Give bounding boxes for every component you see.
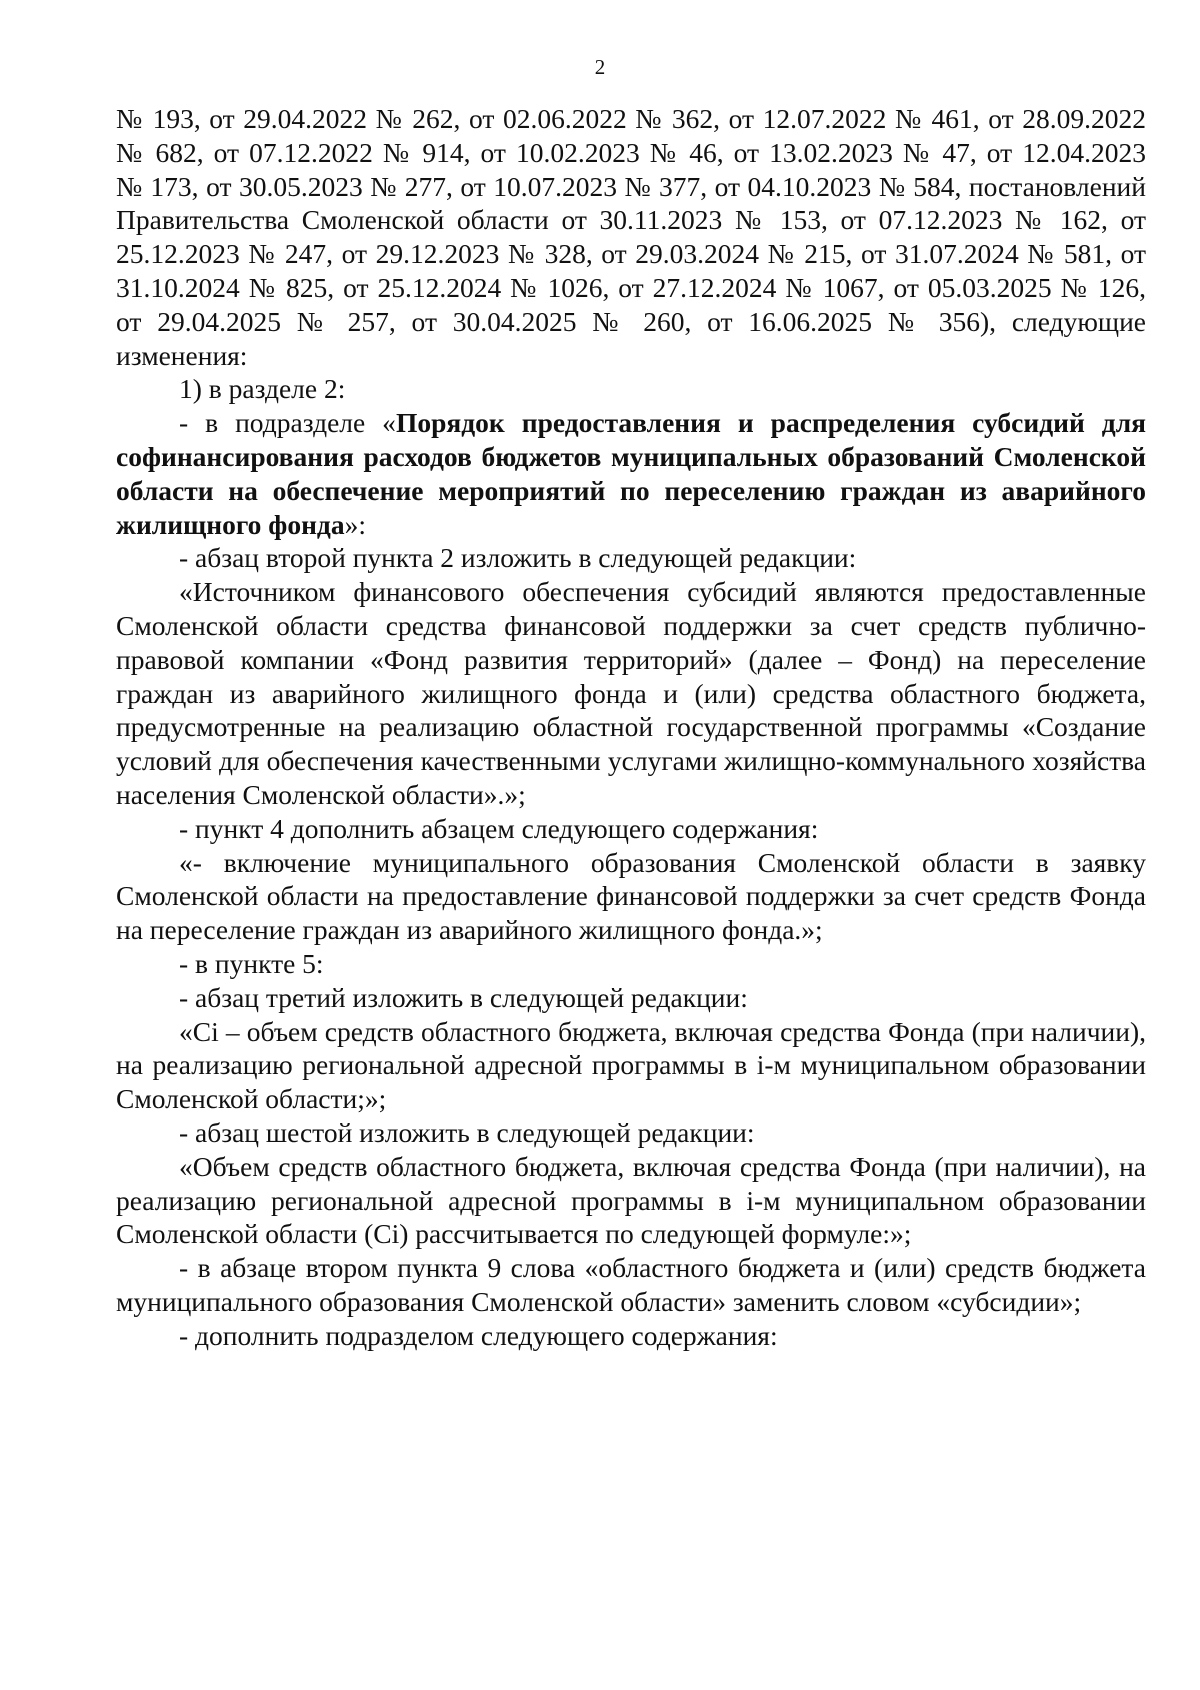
intro-line: от 29.04.2025 № 257, от 30.04.2025 № 260, от 16.06.2025 № 356), следующие [116,305,1146,337]
intro-line: Правительства Смоленской области от 30.11.2023 № 153, от 07.12.2023 № 162, от [116,204,1146,236]
intro-line: № 193, от 29.04.2022 № 262, от 02.06.2022 № 362, от 12.07.2022 № 461, от 28.09.2022 [116,103,1146,134]
document-body [116,102,1146,1352]
intro-line: № 682, от 07.12.2022 № 914, от 10.02.2023 № 46, от 13.02.2023 № 47, от 12.04.2023 [116,136,1146,168]
paragraph: - абзац второй пункта 2 изложить в следующей редакции: [179,542,857,574]
paragraph: - абзац шестой изложить в следующей редакции: [179,1116,755,1148]
intro-line: № 173, от 30.05.2023 № 277, от 10.07.2023 № 377, от 04.10.2023 № 584, постановлений [116,170,1146,202]
paragraph: «Объем средств областного бюджета, включая средства Фонда (при наличии), на реализацию региональной адресной программы в i-м муниципальном образовании Смоленской области (Ci) рассчитывается по следующей формуле:»; [116,1150,1146,1250]
paragraph: «Источником финансового обеспечения субсидий являются предоставленные Смоленской области средства финансовой поддержки за счет средств публично-правовой компании «Фонд развития территорий» (далее – Фонд) на переселение граждан из аварийного жилищного фонда и (или) средства областного бюджета, предусмотренные на реализацию областной государственной программы «Создание условий для обеспечения качественными услугами жилищно-коммунального хозяйства населения Смоленской области».»; [116,576,1146,810]
subsection-prefix: - в подразделе « [179,407,396,439]
paragraph: - в абзаце втором пункта 9 слова «областного бюджета и (или) средств бюджета муниципального образования Смоленской области» заменить словом «субсидии»; [116,1252,1146,1317]
page-number: 2 [594,55,606,79]
subsection-suffix: »: [344,508,366,540]
paragraph: «- включение муниципального образования Смоленской области в заявку Смоленской области на предоставление финансовой поддержки за счет средств Фонда на переселение граждан из аварийного жилищного фонда.»; [116,846,1146,946]
section-item: 1) в разделе 2: [179,373,346,405]
subsection-title: Порядок предоставления и распределения субсидий для софинансирования расходов бюджетов муниципальных образований Смоленской области на обеспечение мероприятий по переселению граждан из аварийного жилищного фонда [116,407,1146,540]
intro-line: 25.12.2023 № 247, от 29.12.2023 № 328, от 29.03.2024 № 215, от 31.07.2024 № 581, от [116,238,1146,270]
intro-end-line: изменения: [116,339,248,371]
paragraph: - абзац третий изложить в следующей редакции: [179,981,748,1013]
subsection-paragraph [116,406,1146,541]
paragraph: - пункт 4 дополнить абзацем следующего содержания: [179,812,819,844]
paragraph: «Ci – объем средств областного бюджета, включая средства Фонда (при наличии), на реализацию региональной адресной программы в i-м муниципальном образовании Смоленской области;»; [116,1015,1146,1115]
paragraph: - в пункте 5: [179,947,324,979]
paragraph: - дополнить подразделом следующего содержания: [179,1319,778,1351]
intro-line: 31.10.2024 № 825, от 25.12.2024 № 1026, от 27.12.2024 № 1067, от 05.03.2025 № 126, [116,271,1146,303]
